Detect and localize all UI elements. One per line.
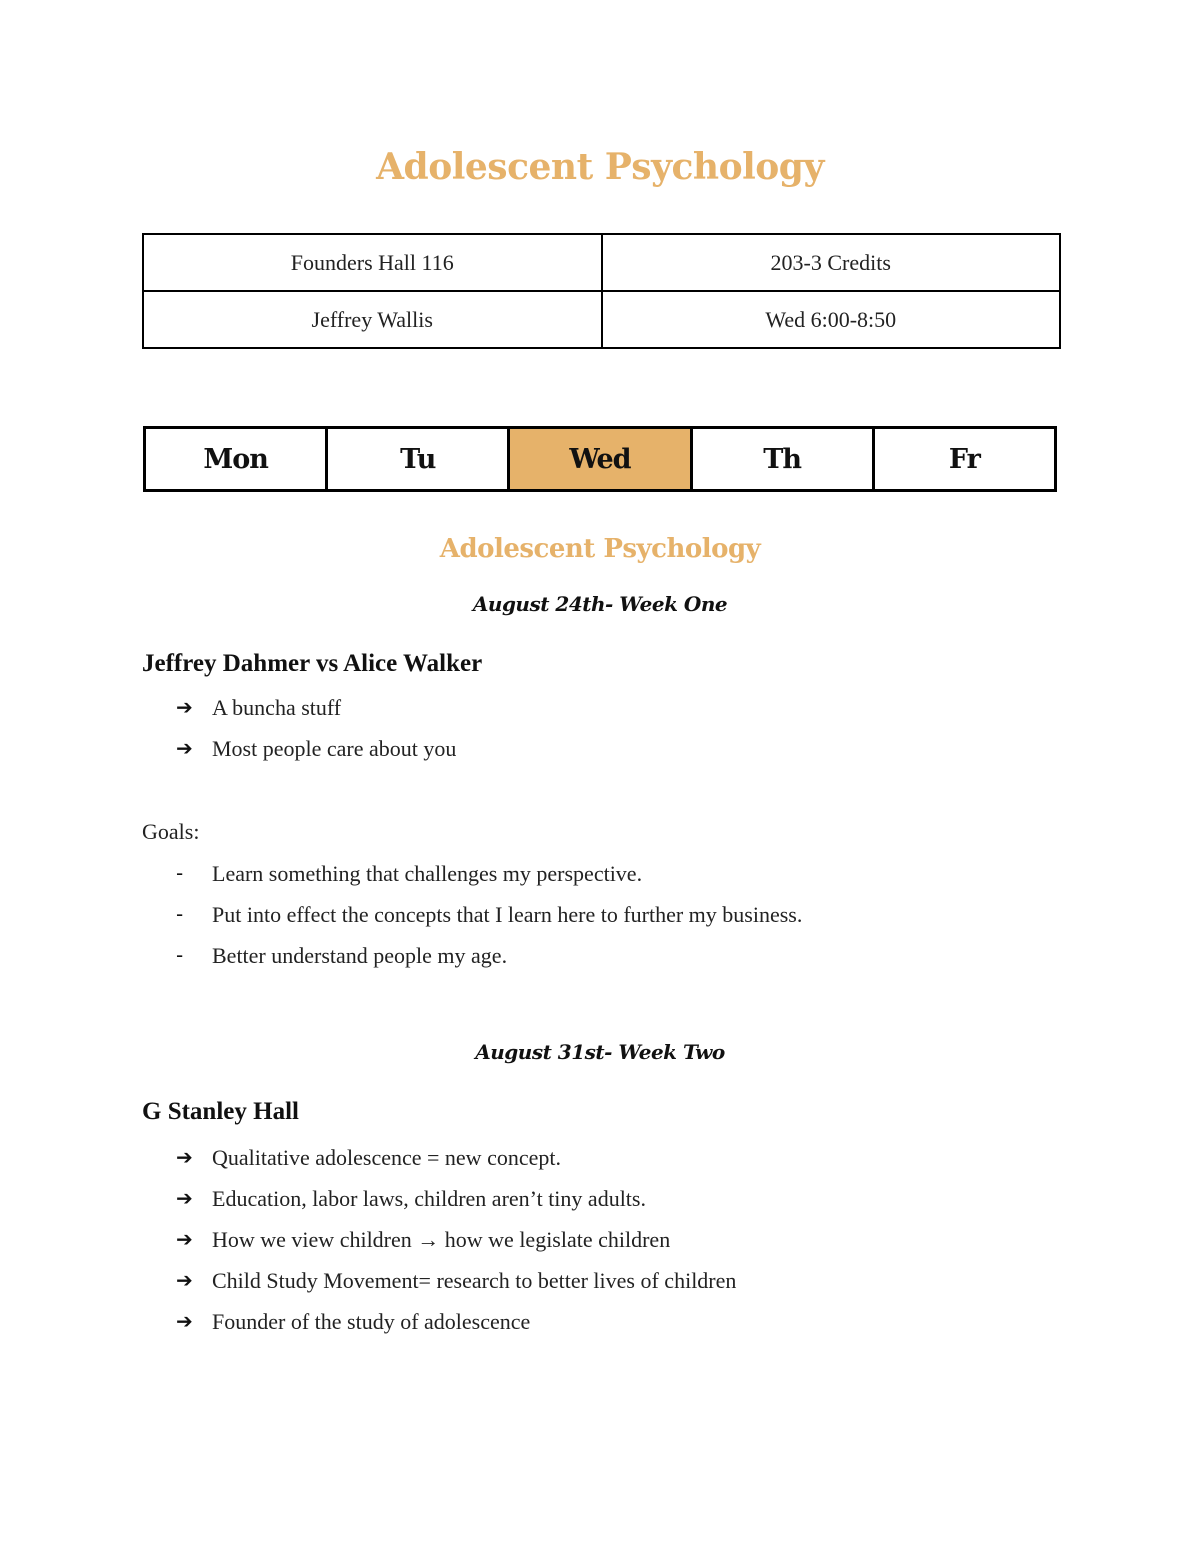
- arrow-icon: ➔: [176, 736, 193, 760]
- list-item-text: Learn something that challenges my perspective.: [212, 861, 643, 886]
- list-item-text: Put into effect the concepts that I learn here to further my business.: [212, 902, 803, 927]
- day-mon: Mon: [145, 428, 327, 491]
- week-two-topic: G Stanley Hall: [142, 1098, 299, 1125]
- list-item-text: Most people care about you: [212, 736, 457, 761]
- goals-label: Goals:: [142, 819, 200, 844]
- weekday-table: [143, 426, 1057, 492]
- course-info-table: [142, 233, 1061, 349]
- list-item-text: Founder of the study of adolescence: [212, 1309, 531, 1334]
- arrow-icon: ➔: [176, 695, 193, 719]
- list-item-text: Child Study Movement= research to better lives of children: [212, 1268, 737, 1293]
- arrow-icon: ➔: [176, 1227, 193, 1251]
- dash-marker: -: [176, 943, 184, 967]
- location-cell: Founders Hall 116: [143, 234, 602, 291]
- arrow-icon: ➔: [176, 1309, 193, 1333]
- list-item-text: How we view children → how we legislate children: [212, 1227, 671, 1252]
- week-two-date: August 31st- Week Two: [475, 1040, 725, 1064]
- weekday-row: [145, 428, 1056, 491]
- dash-marker: -: [176, 902, 184, 926]
- schedule-cell: Wed 6:00-8:50: [602, 291, 1061, 348]
- day-wed-highlighted: Wed: [509, 428, 691, 491]
- dash-marker: -: [176, 861, 184, 885]
- list-item-text: Qualitative adolescence = new concept.: [212, 1145, 561, 1170]
- week-one-date: August 24th- Week One: [472, 592, 728, 616]
- arrow-icon: ➔: [176, 1186, 193, 1210]
- instructor-cell: Jeffrey Wallis: [143, 291, 602, 348]
- course-info-row: [143, 234, 1060, 291]
- credits-cell: 203-3 Credits: [602, 234, 1061, 291]
- week-one-topic: Jeffrey Dahmer vs Alice Walker: [142, 650, 483, 677]
- day-tu: Tu: [327, 428, 509, 491]
- list-item-text: Better understand people my age.: [212, 943, 508, 968]
- day-th: Th: [691, 428, 873, 491]
- list-item-text: Education, labor laws, children aren’t tiny adults.: [212, 1186, 646, 1211]
- arrow-icon: ➔: [176, 1145, 193, 1169]
- list-item-text: A buncha stuff: [212, 695, 342, 720]
- page-title: Adolescent Psychology: [376, 146, 824, 188]
- day-fr: Fr: [873, 428, 1055, 491]
- course-info-row: [143, 291, 1060, 348]
- arrow-icon: ➔: [176, 1268, 193, 1292]
- section-title: Adolescent Psychology: [439, 534, 761, 564]
